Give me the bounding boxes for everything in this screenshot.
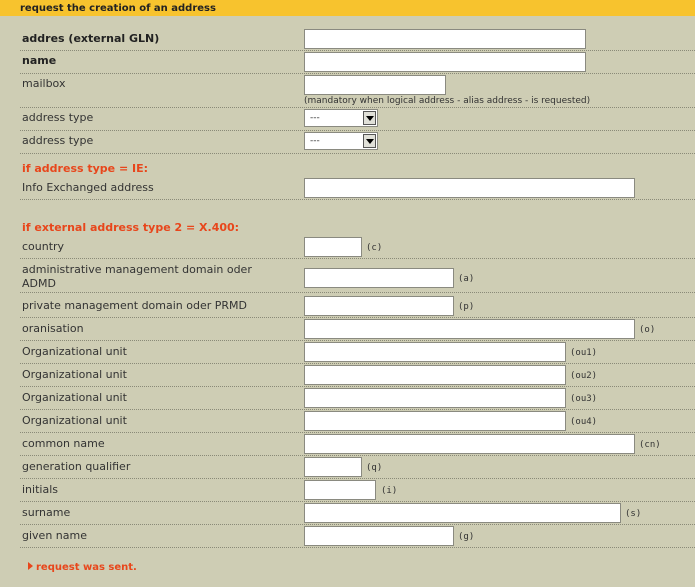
section-ie-title: if address type = IE:: [22, 162, 149, 175]
ou1-suffix: (ou1): [570, 348, 598, 358]
address-type-select[interactable]: [304, 109, 378, 127]
country-suffix: (c): [366, 243, 383, 253]
gln-input[interactable]: [304, 29, 586, 49]
dropdown-arrow-icon[interactable]: [363, 134, 376, 148]
common-name-input[interactable]: [304, 434, 635, 454]
admd-label-line1: administrative management domain oder: [22, 263, 252, 276]
mailbox-input[interactable]: [304, 75, 446, 95]
address-type-2-selected: ---: [310, 136, 320, 146]
address-type-2-select[interactable]: [304, 132, 378, 150]
initials-input[interactable]: [304, 480, 376, 500]
ou3-input[interactable]: [304, 388, 566, 408]
separator: [20, 501, 695, 502]
separator: [20, 363, 695, 364]
given-name-label: given name: [22, 529, 87, 542]
ou2-suffix: (ou2): [570, 371, 598, 381]
info-exchanged-label: Info Exchanged address: [22, 181, 154, 194]
admd-input[interactable]: [304, 268, 454, 288]
separator: [20, 524, 695, 525]
mailbox-hint: (mandatory when logical address - alias address - is requested): [304, 96, 591, 106]
separator: [20, 455, 695, 456]
prmd-label: private management domain oder PRMD: [22, 299, 248, 312]
address-type-label: address type: [22, 111, 94, 124]
separator: [20, 258, 695, 259]
separator: [20, 340, 695, 341]
separator: [20, 130, 695, 131]
name-input[interactable]: [304, 52, 586, 72]
given-name-input[interactable]: [304, 526, 454, 546]
mailbox-label: mailbox: [22, 77, 66, 90]
admd-label-line2: ADMD: [22, 277, 56, 290]
ou2-label: Organizational unit: [22, 368, 127, 381]
section-x400-title: if external address type 2 = X.400:: [22, 221, 240, 234]
country-input[interactable]: [304, 237, 362, 257]
form-header: request the creation of an address: [0, 0, 695, 16]
name-label: name: [22, 54, 57, 67]
separator: [20, 547, 695, 548]
status-text: request was sent.: [36, 562, 137, 573]
address-type-selected: ---: [310, 113, 320, 123]
separator: [20, 50, 695, 51]
separator: [20, 432, 695, 433]
info-exchanged-input[interactable]: [304, 178, 635, 198]
ou3-label: Organizational unit: [22, 391, 127, 404]
common-name-suffix: (cn): [639, 440, 661, 450]
generation-suffix: (q): [366, 463, 383, 473]
separator: [20, 73, 695, 74]
ou1-input[interactable]: [304, 342, 566, 362]
prmd-input[interactable]: [304, 296, 454, 316]
triangle-right-icon: [28, 562, 33, 570]
address-type-2-label: address type: [22, 134, 94, 147]
ou4-label: Organizational unit: [22, 414, 127, 427]
ou1-label: Organizational unit: [22, 345, 127, 358]
separator: [20, 317, 695, 318]
ou4-input[interactable]: [304, 411, 566, 431]
initials-suffix: (i): [381, 486, 398, 496]
separator: [20, 153, 695, 154]
separator: [20, 386, 695, 387]
ou2-input[interactable]: [304, 365, 566, 385]
status-message: [28, 562, 137, 573]
initials-label: initials: [22, 483, 58, 496]
ou3-suffix: (ou3): [570, 394, 598, 404]
gln-label: addres (external GLN): [22, 32, 160, 45]
surname-suffix: (s): [625, 509, 642, 519]
separator: [20, 292, 695, 293]
dropdown-arrow-icon[interactable]: [363, 111, 376, 125]
prmd-suffix: (p): [458, 302, 475, 312]
admd-suffix: (a): [458, 274, 475, 284]
country-label: country: [22, 240, 65, 253]
separator: [20, 199, 695, 200]
generation-label: generation qualifier: [22, 460, 131, 473]
generation-input[interactable]: [304, 457, 362, 477]
ou4-suffix: (ou4): [570, 417, 598, 427]
organisation-input[interactable]: [304, 319, 635, 339]
common-name-label: common name: [22, 437, 105, 450]
surname-label: surname: [22, 506, 71, 519]
organisation-suffix: (o): [639, 325, 656, 335]
separator: [20, 478, 695, 479]
separator: [20, 107, 695, 108]
organisation-label: oranisation: [22, 322, 84, 335]
separator: [20, 409, 695, 410]
surname-input[interactable]: [304, 503, 621, 523]
given-name-suffix: (g): [458, 532, 475, 542]
